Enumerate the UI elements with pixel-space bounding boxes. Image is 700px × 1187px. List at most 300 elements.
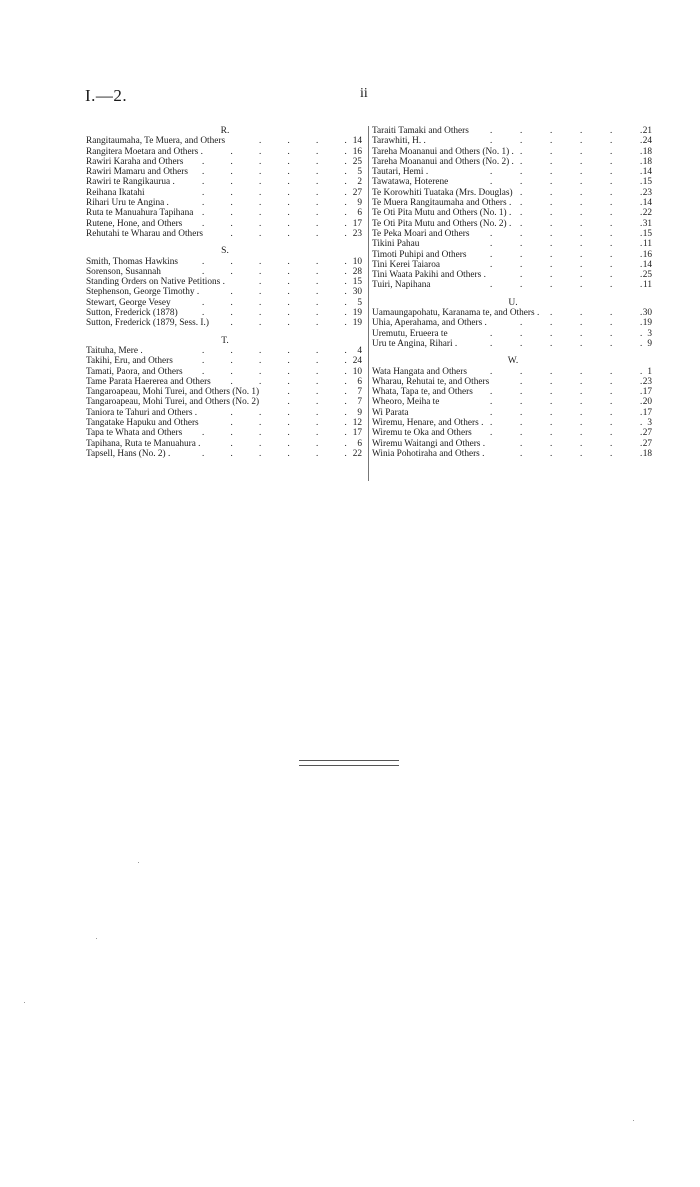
scan-speck (24, 1002, 25, 1003)
entry-name: Stephenson, George Timothy . (86, 287, 200, 298)
leader-dot: . (580, 166, 583, 177)
entry-name: Tapsell, Hans (No. 2) . (86, 448, 171, 459)
leader-dot: . (520, 417, 523, 428)
leader-dot: . (259, 365, 262, 376)
index-entry (86, 157, 364, 167)
leader-dot: . (520, 396, 523, 407)
entry-name: Stewart, George Vesey (86, 297, 171, 308)
leader-dot: . (580, 125, 583, 135)
entry-page-number: 17 (352, 218, 362, 229)
leader-dot: . (580, 135, 583, 146)
leader-dot: . (580, 227, 583, 238)
leader-dot: . (610, 365, 613, 376)
entry-name: Rawiri Mamaru and Others (86, 167, 188, 178)
entry-page-number: 12 (352, 418, 362, 429)
leader-dot: . (202, 344, 205, 355)
leader-dot: . (640, 406, 643, 417)
leader-dot: . (259, 375, 262, 386)
leader-dot: . (550, 166, 553, 177)
entry-name: Tapa te Whata and Others (86, 428, 183, 439)
entry-page-number: 11 (643, 280, 652, 291)
leader-dot: . (230, 355, 233, 366)
entry-page-number: 21 (642, 126, 652, 136)
entry-name: Tuiri, Napihana (372, 280, 431, 291)
entry-name: Reihana Ikatahi (86, 187, 145, 198)
entry-name: Tame Parata Haererea and Others (86, 376, 211, 387)
leader-dot: . (610, 447, 613, 458)
entry-name: Sorenson, Susannah (86, 266, 161, 277)
entry-name: Taituha, Mere . (86, 345, 143, 356)
index-entry (86, 408, 364, 418)
page-reference: I.—2. (85, 86, 128, 105)
leader-dot: . (230, 417, 233, 428)
leader-dot: . (344, 265, 347, 276)
leader-dot: . (344, 197, 347, 208)
leader-dot: . (550, 317, 553, 328)
leader-dot: . (316, 217, 319, 228)
leader-dot: . (610, 217, 613, 228)
leader-dot: . (610, 258, 613, 269)
leader-dot: . (230, 176, 233, 187)
leader-dot: . (316, 307, 319, 318)
leader-dot: . (202, 255, 205, 266)
leader-dot: . (640, 427, 643, 438)
leader-dot: . (287, 286, 290, 297)
leader-dot: . (640, 217, 643, 228)
leader-dot: . (490, 365, 493, 376)
leader-dot: . (230, 427, 233, 438)
entry-name: Rutene, Hone, and Others (86, 218, 183, 229)
leader-dot: . (344, 296, 347, 307)
leader-dot: . (580, 248, 583, 259)
entry-page-number: 10 (352, 366, 362, 377)
entry-page-number: 18 (642, 448, 652, 459)
index-entry (86, 428, 364, 438)
leader-dot: . (520, 279, 523, 290)
scan-speck (138, 862, 139, 863)
leader-dot: . (287, 317, 290, 328)
leader-dot: . (550, 365, 553, 376)
entry-page-number: 27 (642, 428, 652, 439)
leader-dot: . (610, 396, 613, 407)
leader-dot: . (202, 155, 205, 166)
index-entry (86, 188, 364, 198)
index-entry (372, 339, 654, 349)
leader-dot: . (287, 145, 290, 156)
entry-page-number: 5 (357, 297, 362, 308)
entry-name: Tareha Moananui and Others (No. 2) . (372, 156, 514, 167)
entry-page-number: 15 (642, 228, 652, 239)
leader-dot: . (287, 307, 290, 318)
leader-dot: . (640, 327, 643, 338)
leader-dot: . (344, 307, 347, 318)
leader-dot: . (640, 375, 643, 386)
leader-dot: . (550, 375, 553, 386)
leader-dot: . (520, 406, 523, 417)
leader-dot: . (640, 125, 643, 135)
leader-dot: . (259, 265, 262, 276)
leader-dot: . (344, 406, 347, 417)
index-entry (86, 377, 364, 387)
leader-dot: . (287, 255, 290, 266)
leader-dot: . (610, 155, 613, 166)
leader-dot: . (316, 406, 319, 417)
leader-dot: . (259, 227, 262, 238)
leader-dot: . (640, 396, 643, 407)
leader-dot: . (287, 296, 290, 307)
leader-dot: . (640, 386, 643, 397)
entry-page-number: 30 (642, 308, 652, 319)
leader-dot: . (259, 186, 262, 197)
entry-name: Uhia, Aperahama, and Others . (372, 318, 487, 329)
leader-dot: . (259, 406, 262, 417)
index-entry (86, 387, 364, 397)
index-entry (86, 136, 364, 146)
entry-name: Wata Hangata and Others (372, 366, 468, 377)
entry-name: Tareha Moananui and Others (No. 1) . (372, 146, 514, 157)
index-entry (86, 367, 364, 377)
entry-name: Wheoro, Meiha te (372, 397, 440, 408)
leader-dot: . (520, 238, 523, 249)
leader-dot: . (490, 125, 493, 135)
entry-name: Wiremu te Oka and Others (372, 428, 472, 439)
section-letter: S. (221, 246, 229, 257)
entry-page-number: 30 (352, 287, 362, 298)
leader-dot: . (490, 337, 493, 348)
leader-dot: . (259, 437, 262, 448)
entry-page-number: 15 (642, 177, 652, 188)
entry-page-number: 17 (352, 428, 362, 439)
end-rule (299, 760, 399, 766)
leader-dot: . (202, 217, 205, 228)
leader-dot: . (230, 447, 233, 458)
index-column-right (372, 126, 654, 459)
leader-dot: . (230, 217, 233, 228)
index-entry (86, 346, 364, 356)
leader-dot: . (259, 417, 262, 428)
leader-dot: . (259, 317, 262, 328)
entry-page-number: 5 (357, 167, 362, 178)
entry-name: Rawiri Karaha and Others (86, 156, 184, 167)
entry-name: Te Oti Pita Mutu and Others (No. 1) . (372, 208, 512, 219)
leader-dot: . (610, 327, 613, 338)
entry-page-number: 9 (357, 407, 362, 418)
entry-page-number: 3 (647, 418, 652, 429)
leader-dot: . (287, 217, 290, 228)
leader-dot: . (259, 447, 262, 458)
leader-dot: . (550, 269, 553, 280)
leader-dot: . (259, 286, 262, 297)
leader-dot: . (287, 417, 290, 428)
leader-dot: . (316, 155, 319, 166)
leader-dot: . (640, 166, 643, 177)
leader-dot: . (202, 355, 205, 366)
leader-dot: . (230, 406, 233, 417)
leader-dot: . (580, 337, 583, 348)
leader-dot: . (580, 155, 583, 166)
leader-dot: . (610, 375, 613, 386)
entry-page-number: 18 (642, 156, 652, 167)
leader-dot: . (520, 365, 523, 376)
index-entry (86, 257, 364, 267)
leader-dot: . (610, 145, 613, 156)
section-letter: R. (220, 126, 230, 136)
entry-name: Tautari, Hemi . (372, 167, 429, 178)
leader-dot: . (490, 227, 493, 238)
leader-dot: . (580, 258, 583, 269)
leader-dot: . (610, 135, 613, 146)
leader-dot: . (230, 365, 233, 376)
leader-dot: . (520, 197, 523, 208)
entry-name: Rangitera Moetara and Others . (86, 146, 203, 157)
entry-name: Winia Pohotiraha and Others . (372, 448, 485, 459)
leader-dot: . (316, 186, 319, 197)
leader-dot: . (344, 317, 347, 328)
leader-dot: . (316, 135, 319, 146)
leader-dot: . (259, 427, 262, 438)
leader-dot: . (520, 258, 523, 269)
leader-dot: . (580, 327, 583, 338)
leader-dot: . (490, 279, 493, 290)
leader-dot: . (316, 375, 319, 386)
index-entry (86, 397, 364, 407)
entry-page-number: 11 (643, 239, 652, 250)
leader-dot: . (490, 327, 493, 338)
leader-dot: . (490, 176, 493, 187)
entry-name: Tini Waata Pakihi and Others . (372, 270, 486, 281)
leader-dot: . (640, 207, 643, 218)
leader-dot: . (230, 186, 233, 197)
leader-dot: . (344, 207, 347, 218)
leader-dot: . (550, 406, 553, 417)
leader-dot: . (316, 207, 319, 218)
leader-dot: . (550, 145, 553, 156)
entry-name: Rangitaumaha, Te Muera, and Others (86, 136, 226, 147)
leader-dot: . (344, 255, 347, 266)
leader-dot: . (202, 307, 205, 318)
leader-dot: . (202, 186, 205, 197)
leader-dot: . (520, 207, 523, 218)
leader-dot: . (520, 437, 523, 448)
leader-dot: . (202, 427, 205, 438)
entry-name: Rawiri te Rangikaurua . (86, 177, 175, 188)
leader-dot: . (580, 238, 583, 249)
leader-dot: . (580, 427, 583, 438)
leader-dot: . (230, 265, 233, 276)
leader-dot: . (202, 296, 205, 307)
leader-dot: . (490, 166, 493, 177)
leader-dot: . (202, 265, 205, 276)
leader-dot: . (344, 427, 347, 438)
entry-page-number: 23 (352, 228, 362, 239)
leader-dot: . (640, 248, 643, 259)
leader-dot: . (550, 248, 553, 259)
leader-dot: . (520, 176, 523, 187)
leader-dot: . (610, 248, 613, 259)
leader-dot: . (344, 417, 347, 428)
entry-page-number: 19 (352, 318, 362, 329)
leader-dot: . (520, 269, 523, 280)
leader-dot: . (550, 238, 553, 249)
leader-dot: . (520, 217, 523, 228)
leader-dot: . (580, 396, 583, 407)
leader-dot: . (202, 176, 205, 187)
leader-dot: . (580, 279, 583, 290)
leader-dot: . (640, 145, 643, 156)
leader-dot: . (550, 337, 553, 348)
leader-dot: . (520, 135, 523, 146)
index-entry (86, 198, 364, 208)
entry-name: Tangaroapeau, Mohi Turei, and Others (No. 2) (86, 397, 260, 408)
leader-dot: . (610, 386, 613, 397)
leader-dot: . (230, 197, 233, 208)
entry-name: Tangaroapeau, Mohi Turei, and Others (No. 1) (86, 387, 260, 398)
leader-dot: . (230, 375, 233, 386)
leader-dot: . (287, 276, 290, 287)
leader-dot: . (520, 145, 523, 156)
leader-dot: . (287, 265, 290, 276)
entry-name: Tapihana, Ruta te Manuahura . (86, 438, 201, 449)
leader-dot: . (344, 155, 347, 166)
leader-dot: . (550, 417, 553, 428)
section-spacer (86, 329, 364, 336)
index-entry (86, 208, 364, 218)
scan-speck (96, 938, 97, 939)
leader-dot: . (640, 437, 643, 448)
leader-dot: . (640, 227, 643, 238)
entry-page-number: 20 (642, 397, 652, 408)
entry-page-number: 24 (352, 356, 362, 367)
leader-dot: . (287, 166, 290, 177)
leader-dot: . (316, 296, 319, 307)
leader-dot: . (580, 176, 583, 187)
leader-dot: . (316, 427, 319, 438)
leader-dot: . (316, 317, 319, 328)
leader-dot: . (287, 176, 290, 187)
leader-dot: . (316, 447, 319, 458)
index-entry (86, 177, 364, 187)
leader-dot: . (202, 447, 205, 458)
entry-page-number: 25 (642, 270, 652, 281)
section-letter: T. (221, 335, 229, 346)
index-entry (86, 308, 364, 318)
leader-dot: . (580, 217, 583, 228)
leader-dot: . (316, 365, 319, 376)
entry-page-number: 19 (352, 308, 362, 319)
leader-dot: . (316, 166, 319, 177)
leader-dot: . (259, 307, 262, 318)
leader-dot: . (550, 197, 553, 208)
leader-dot: . (610, 186, 613, 197)
entry-name: Whata, Tapa te, and Others (372, 387, 473, 398)
leader-dot: . (550, 279, 553, 290)
leader-dot: . (230, 207, 233, 218)
leader-dot: . (580, 269, 583, 280)
entry-name: Uamaungapohatu, Karanama te, and Others . (372, 308, 540, 319)
leader-dot: . (610, 417, 613, 428)
entry-name: Wiremu Waitangi and Others . (372, 438, 486, 449)
leader-dot: . (490, 238, 493, 249)
index-entry (86, 449, 364, 459)
entry-page-number: 2 (357, 177, 362, 188)
leader-dot: . (580, 145, 583, 156)
leader-dot: . (550, 176, 553, 187)
leader-dot: . (520, 227, 523, 238)
leader-dot: . (259, 207, 262, 218)
leader-dot: . (490, 406, 493, 417)
section-letter: U. (508, 297, 518, 308)
leader-dot: . (287, 365, 290, 376)
leader-dot: . (550, 135, 553, 146)
entry-name: Takihi, Eru, and Others (86, 356, 173, 367)
leader-dot: . (230, 255, 233, 266)
leader-dot: . (344, 365, 347, 376)
leader-dot: . (580, 197, 583, 208)
leader-dot: . (316, 176, 319, 187)
leader-dot: . (287, 396, 290, 407)
leader-dot: . (580, 186, 583, 197)
section-spacer (86, 239, 364, 246)
entry-page-number: 1 (647, 366, 652, 377)
leader-dot: . (640, 186, 643, 197)
leader-dot: . (344, 166, 347, 177)
leader-dot: . (316, 276, 319, 287)
leader-dot: . (287, 227, 290, 238)
entry-name: Standing Orders on Native Petitions . (86, 277, 225, 288)
index-entry (86, 318, 364, 328)
leader-dot: . (259, 197, 262, 208)
leader-dot: . (520, 248, 523, 259)
leader-dot: . (316, 197, 319, 208)
leader-dot: . (550, 125, 553, 135)
leader-dot: . (287, 355, 290, 366)
entry-name: Sutton, Frederick (1878) (86, 308, 178, 319)
index-entry (86, 277, 364, 287)
leader-dot: . (520, 375, 523, 386)
leader-dot: . (344, 286, 347, 297)
leader-dot: . (640, 365, 643, 376)
leader-dot: . (640, 155, 643, 166)
entry-name: Tarawhiti, H. . (372, 136, 426, 147)
leader-dot: . (316, 265, 319, 276)
index-entry (86, 356, 364, 366)
leader-dot: . (230, 437, 233, 448)
entry-page-number: 23 (642, 187, 652, 198)
leader-dot: . (520, 327, 523, 338)
leader-dot: . (640, 238, 643, 249)
leader-dot: . (316, 417, 319, 428)
leader-dot: . (259, 276, 262, 287)
entry-page-number: 18 (642, 146, 652, 157)
leader-dot: . (259, 355, 262, 366)
entry-name: Rehutahi te Wharau and Others (86, 228, 204, 239)
leader-dot: . (490, 427, 493, 438)
entry-page-number: 31 (642, 218, 652, 229)
leader-dot: . (550, 227, 553, 238)
leader-dot: . (344, 145, 347, 156)
leader-dot: . (344, 355, 347, 366)
leader-dot: . (550, 217, 553, 228)
leader-dot: . (316, 437, 319, 448)
leader-dot: . (640, 279, 643, 290)
entry-page-number: 16 (642, 249, 652, 260)
leader-dot: . (259, 255, 262, 266)
leader-dot: . (520, 447, 523, 458)
leader-dot: . (520, 125, 523, 135)
leader-dot: . (490, 386, 493, 397)
entry-page-number: 7 (357, 397, 362, 408)
leader-dot: . (640, 176, 643, 187)
